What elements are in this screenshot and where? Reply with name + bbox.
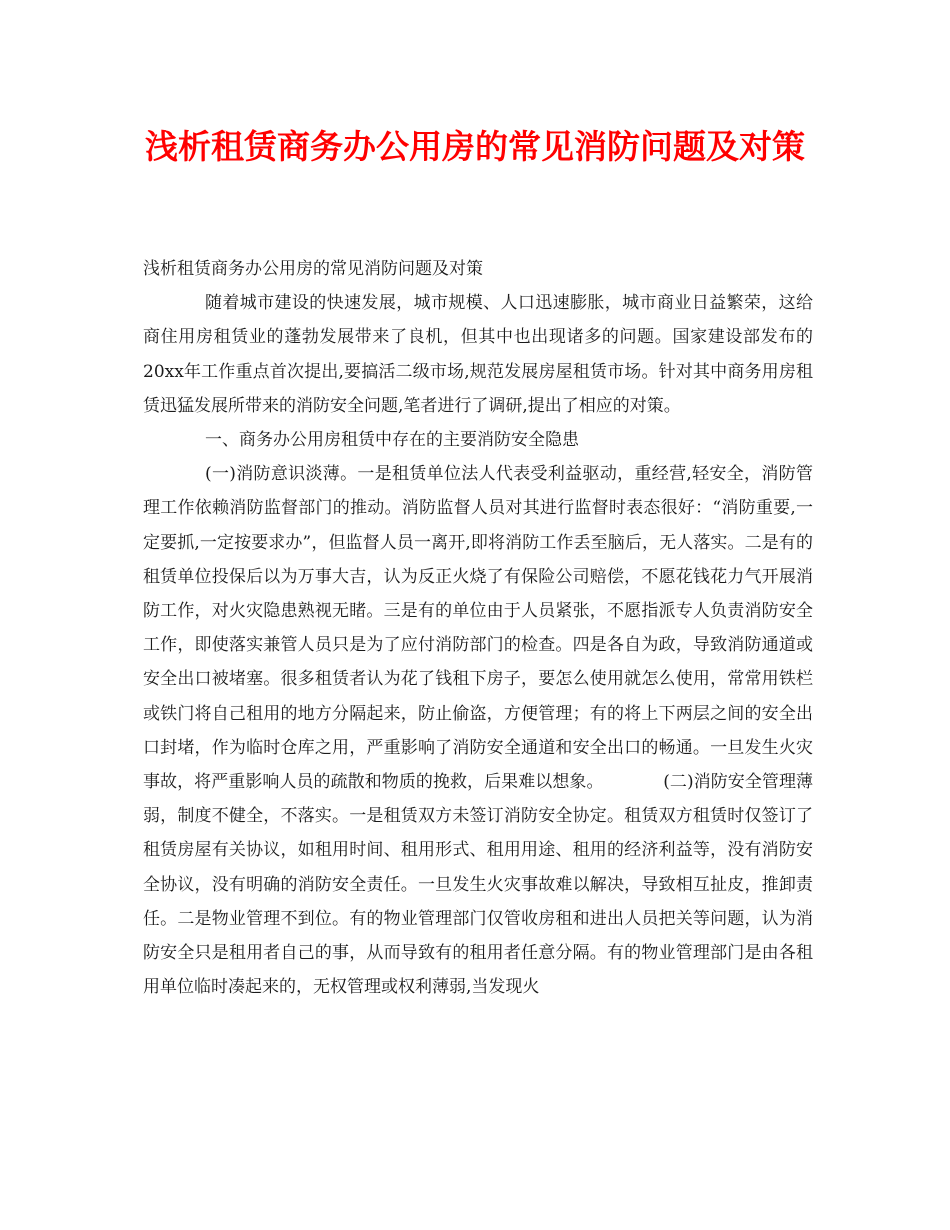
subtitle-line: 浅析租赁商务办公用房的常见消防问题及对策 (143, 259, 483, 279)
body-paragraph: (一)消防意识淡薄。一是租赁单位法人代表受利益驱动，重经营,轻安全，消防管理工作依赖消防监督部门的推动。消防监督人员对其进行监督时表态很好：“消防重要,一定要抓,一定按要求办”，但监督人员一离开,即将消防工作丢至脑后，无人落实。二是有的租赁单位投保后以为万事大吉，认为反正火烧了有保险公司赔偿，不愿花钱花力气开展消防工作，对火灾隐患熟视无睹。三是有的单位由于人员紧张，不愿指派专人负责消防安全工作，即使落实兼管人员只是为了应付消防部门的检查。四是各自为政，导致消防通道或安全出口被堵塞。很多租赁者认为花了钱租下房子，要怎么使用就怎么使用，常常用铁栏或铁门将自己租用的地方分隔起来，防止偷盗，方便管理；有的将上下两层之间的安全出口封堵，作为临时仓库之用，严重影响了消防安全通道和安全出口的畅通。一旦发生火灾事故，将严重影响人员的疏散和物质的挽救，后果难以想象。 (二)消防安全管理薄弱，制度不健全，不落实。一是租赁双方未签订消防安全协定。租赁双方租赁时仅签订了租赁房屋有关协议，如租用时间、租用形式、租用用途、租用的经济利益等，没有消防安全协议，没有明确的消防安全责任。一旦发生火灾事故难以解决，导致相互扯皮，推卸责任。二是物业管理不到位。有的物业管理部门仅管收房租和进出人员把关等问题，认为消防安全只是租用者自己的事，从而导致有的租用者任意分隔。有的物业管理部门是由各租用单位临时凑起来的，无权管理或权利薄弱,当发现火 (143, 464, 813, 998)
section-heading: 一、商务办公用房租赁中存在的主要消防安全隐患 (205, 430, 579, 451)
document-title: 浅析租赁商务办公用房的常见消防问题及对策 (145, 127, 805, 166)
intro-paragraph: 随着城市建设的快速发展，城市规模、人口迅速膨胀，城市商业日益繁荣，这给商住用房租赁业的蓬勃发展带来了良机，但其中也出现诸多的问题。国家建设部发布的20xx年工作重点首次提出,要搞活二级市场,规范发展房屋租赁市场。针对其中商务用房租赁迅猛发展所带来的消防安全问题,笔者进行了调研,提出了相应的对策。 (143, 293, 813, 416)
document-body (143, 252, 813, 1004)
